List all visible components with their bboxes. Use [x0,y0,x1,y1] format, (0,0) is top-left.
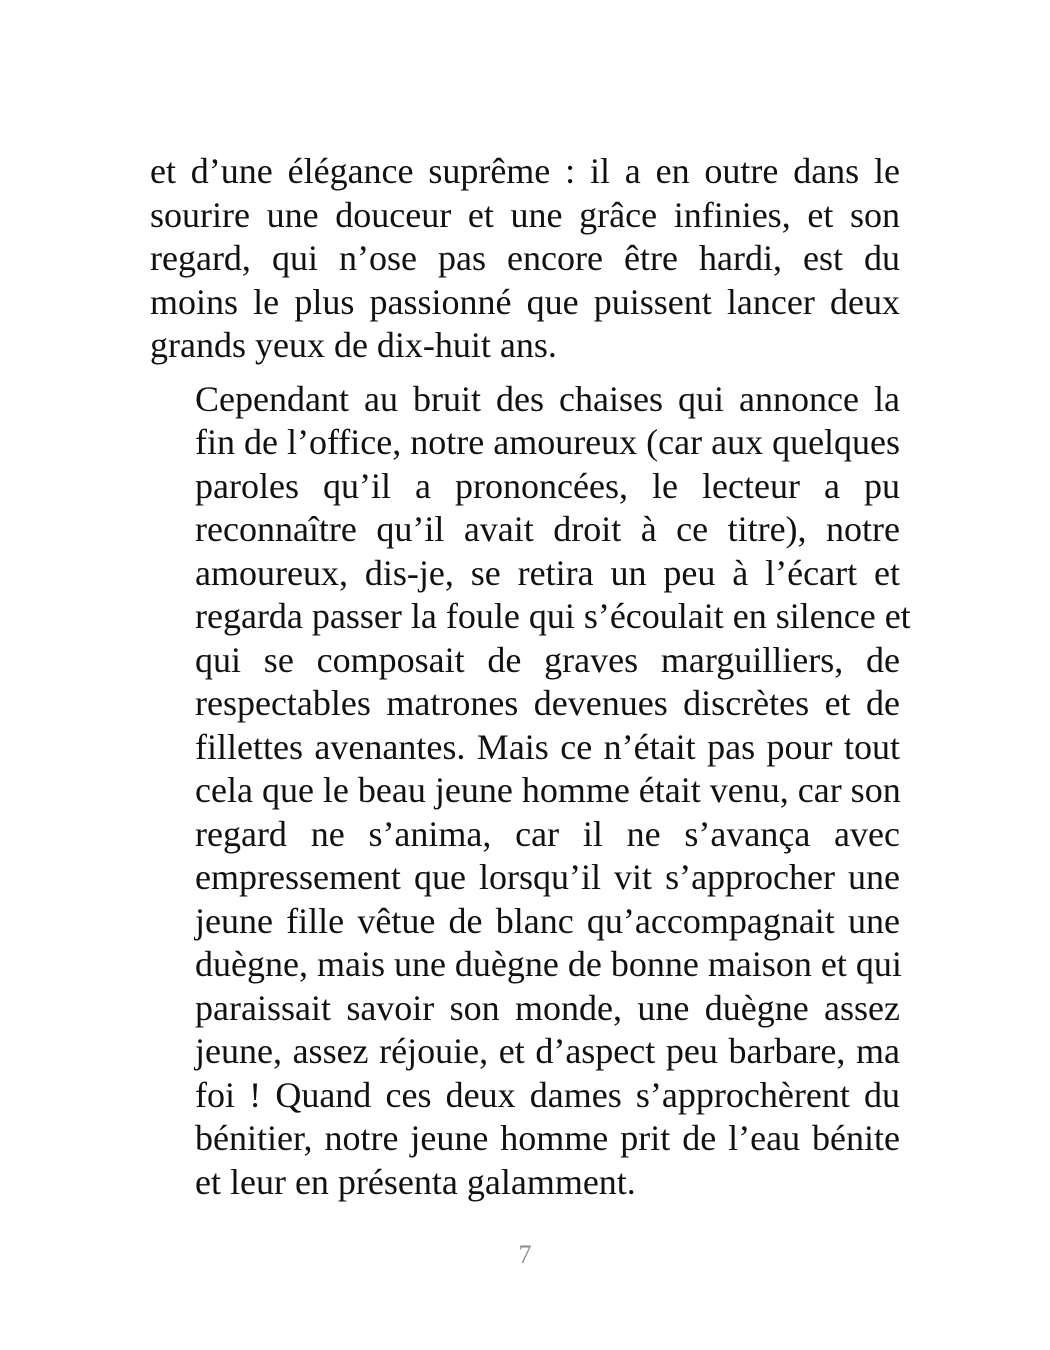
paragraph-2 [150,378,911,1205]
body-text [150,150,911,1204]
text-line: empressement que lorsqu’il vit s’approcher une [195,857,900,897]
text-line: regard, qui n’ose pas encore être hardi, est du [150,238,900,278]
text-line: Cependant au bruit des chaises qui annonce la [195,378,900,419]
text-line: moins le plus passionné que puissent lancer deux [150,281,900,322]
text-line: amoureux, dis-je, se retira un peu à l’écart et [195,552,900,593]
text-line: et leur en présenta galamment. [195,1161,636,1202]
text-line: duègne, mais une duègne de bonne maison et qui [195,944,902,984]
text-line: regarda passer la foule qui s’écoulait en silence et [195,596,911,636]
text-line: grands yeux de dix-huit ans. [150,325,557,365]
text-line: qui se composait de graves marguilliers, de [195,639,900,680]
text-line: bénitier, notre jeune homme prit de l’eau bénite [195,1118,900,1158]
page-number: 7 [518,1240,532,1269]
text-line: paroles qu’il a prononcées, le lecteur a pu [195,465,900,506]
text-line: regard ne s’anima, car il ne s’avança avec [195,813,900,854]
text-line: fillettes avenantes. Mais ce n’était pas pour tout [195,726,900,767]
text-line: sourire une douceur et une grâce infinies, et son [150,194,900,235]
text-line: fin de l’office, notre amoureux (car aux quelques [195,422,901,462]
paragraph-1 [150,150,900,368]
text-line: et d’une élégance suprême : il a en outre dans le [150,151,900,191]
text-line: cela que le beau jeune homme était venu, car son [195,770,901,810]
text-line: foi ! Quand ces deux dames s’approchèrent du [195,1074,900,1115]
text-line: respectables matrones devenues discrètes et de [195,683,900,723]
text-line: jeune, assez réjouie, et d’aspect peu barbare, ma [195,1031,900,1071]
text-line: reconnaître qu’il avait droit à ce titre), notre [195,509,900,549]
text-line: jeune fille vêtue de blanc qu’accompagnait une [195,900,900,941]
text-line: paraissait savoir son monde, une duègne assez [195,987,900,1028]
